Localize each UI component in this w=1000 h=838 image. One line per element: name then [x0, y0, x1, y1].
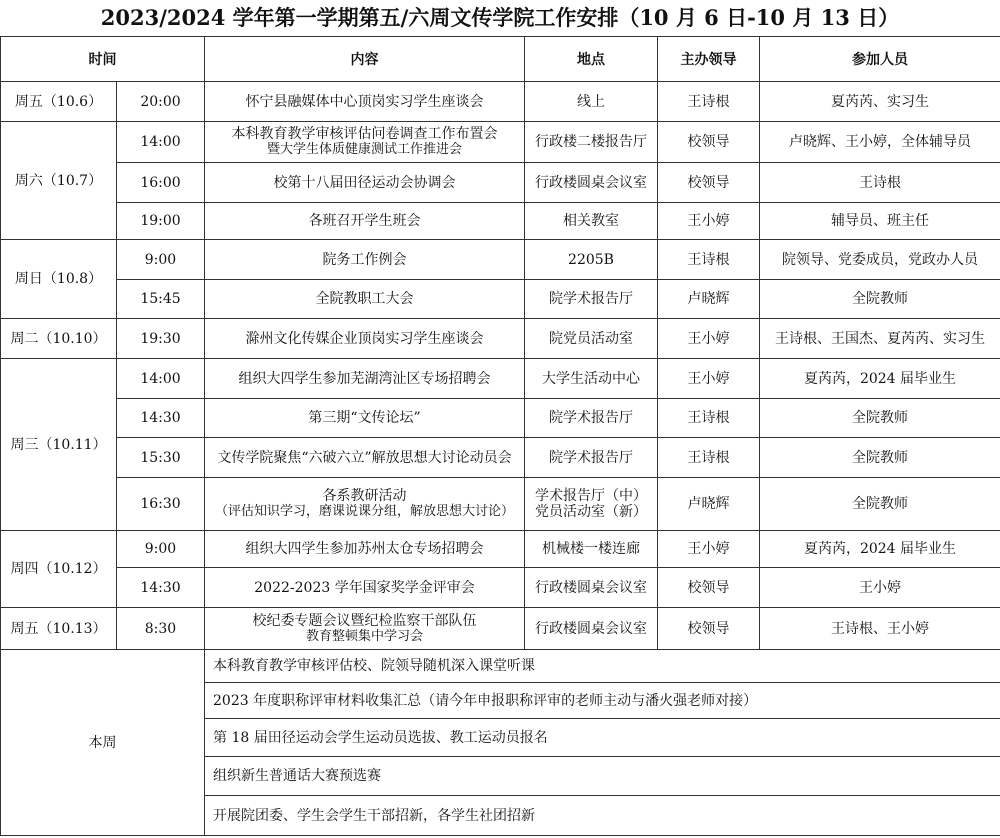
place-cell: 大学生活动中心	[525, 359, 658, 399]
participants-cell: 卢晓辉、王小婷，全体辅导员	[760, 122, 1000, 163]
time-cell: 14:00	[117, 122, 205, 163]
place-cell	[525, 478, 658, 531]
participants-cell: 全院教师	[760, 478, 1000, 531]
day-label-cell: 周四（10.12）	[1, 531, 117, 608]
table-row	[1, 280, 1000, 319]
leader-cell: 王诗根	[658, 82, 760, 122]
table-row	[1, 319, 1000, 359]
time-cell: 14:00	[117, 359, 205, 399]
place-cell: 相关教室	[525, 203, 658, 240]
participants-cell: 王小婷	[760, 568, 1000, 608]
participants-cell: 王诗根、王小婷	[760, 608, 1000, 650]
table-row	[1, 399, 1000, 438]
leader-cell: 校领导	[658, 163, 760, 203]
time-cell: 16:00	[117, 163, 205, 203]
leader-cell: 校领导	[658, 608, 760, 650]
participants-cell: 夏芮芮，2024 届毕业生	[760, 359, 1000, 399]
content-cell: 校第十八届田径运动会协调会	[205, 163, 525, 203]
place-cell: 行政楼圆桌会议室	[525, 163, 658, 203]
participants-cell: 全院教师	[760, 280, 1000, 319]
leader-cell: 王小婷	[658, 319, 760, 359]
this-week-row	[1, 650, 1000, 683]
place-cell: 2205B	[525, 240, 658, 280]
place-cell: 院党员活动室	[525, 319, 658, 359]
participants-cell: 院领导、党委成员，党政办人员	[760, 240, 1000, 280]
table-row	[1, 359, 1000, 399]
leader-cell: 卢晓辉	[658, 478, 760, 531]
table-row	[1, 478, 1000, 531]
leader-cell: 校领导	[658, 122, 760, 163]
content-cell: 组织大四学生参加苏州太仓专场招聘会	[205, 531, 525, 568]
header-place: 地点	[525, 37, 658, 82]
time-cell: 8:30	[117, 608, 205, 650]
content-line: 校纪委专题会议暨纪检监察干部队伍	[252, 612, 477, 629]
day-label-cell: 周六（10.7）	[1, 122, 117, 240]
table-row	[1, 568, 1000, 608]
day-label-cell: 周五（10.13）	[1, 608, 117, 650]
place-cell: 线上	[525, 82, 658, 122]
time-cell: 19:00	[117, 203, 205, 240]
this-week-label-cell: 本周	[1, 650, 205, 836]
content-cell: 2022-2023 学年国家奖学金评审会	[205, 568, 525, 608]
table-row	[1, 531, 1000, 568]
leader-cell: 校领导	[658, 568, 760, 608]
table-row	[1, 122, 1000, 163]
participants-cell: 夏芮芮，2024 届毕业生	[760, 531, 1000, 568]
participants-cell: 全院教师	[760, 399, 1000, 438]
content-cell: 怀宁县融媒体中心顶岗实习学生座谈会	[205, 82, 525, 122]
leader-cell: 王诗根	[658, 438, 760, 478]
place-cell: 院学术报告厅	[525, 399, 658, 438]
time-cell: 20:00	[117, 82, 205, 122]
time-cell: 19:30	[117, 319, 205, 359]
content-cell: 各班召开学生班会	[205, 203, 525, 240]
header-content: 内容	[205, 37, 525, 82]
content-cell: 组织大四学生参加芜湖湾沚区专场招聘会	[205, 359, 525, 399]
leader-cell: 卢晓辉	[658, 280, 760, 319]
page-title: 2023/2024 学年第一学期第五/六周文传学院工作安排（10 月 6 日-10 月 13 日）	[100, 5, 900, 30]
table-row	[1, 240, 1000, 280]
table-row	[1, 203, 1000, 240]
leader-cell: 王小婷	[658, 203, 760, 240]
time-cell: 15:45	[117, 280, 205, 319]
leader-cell: 王诗根	[658, 399, 760, 438]
content-line: 本科教育教学审核评估问卷调查工作布置会	[231, 126, 498, 142]
place-cell: 院学术报告厅	[525, 438, 658, 478]
day-label-cell: 周三（10.11）	[1, 359, 117, 531]
leader-cell: 王诗根	[658, 240, 760, 280]
this-week-item-cell: 2023 年度职称评审材料收集汇总（请今年申报职称评审的老师主动与潘火强老师对接）	[205, 683, 1000, 719]
this-week-item-cell: 开展院团委、学生会学生干部招新，各学生社团招新	[205, 796, 1000, 836]
time-cell: 9:00	[117, 531, 205, 568]
this-week-item-cell: 第 18 届田径运动会学生运动员选拔、教工运动员报名	[205, 719, 1000, 757]
content-cell: 第三期“文传论坛”	[205, 399, 525, 438]
time-cell: 14:30	[117, 399, 205, 438]
content-cell: 全院教职工大会	[205, 280, 525, 319]
leader-cell: 王小婷	[658, 359, 760, 399]
participants-cell: 王诗根、王国杰、夏芮芮、实习生	[760, 319, 1000, 359]
content-line: 暨大学生体质健康测试工作推进会	[266, 142, 462, 157]
place-cell: 行政楼圆桌会议室	[525, 608, 658, 650]
day-label-cell: 周二（10.10）	[1, 319, 117, 359]
time-cell: 14:30	[117, 568, 205, 608]
participants-cell: 王诗根	[760, 163, 1000, 203]
table-row	[1, 608, 1000, 650]
this-week-item-cell: 组织新生普通话大赛预选赛	[205, 757, 1000, 796]
content-line: 教育整顿集中学习会	[305, 628, 423, 644]
participants-cell: 夏芮芮、实习生	[760, 82, 1000, 122]
place-cell: 行政楼二楼报告厅	[525, 122, 658, 163]
leader-cell: 王小婷	[658, 531, 760, 568]
header-participants: 参加人员	[760, 37, 1000, 82]
day-label-cell: 周五（10.6）	[1, 82, 117, 122]
content-cell	[205, 122, 525, 163]
place-cell: 行政楼圆桌会议室	[525, 568, 658, 608]
content-line: （评估知识学习，磨课说课分组，解放思想大讨论）	[214, 504, 514, 519]
content-cell: 滁州文化传媒企业顶岗实习学生座谈会	[205, 319, 525, 359]
table-row	[1, 82, 1000, 122]
place-cell: 院学术报告厅	[525, 280, 658, 319]
participants-cell: 辅导员、班主任	[760, 203, 1000, 240]
schedule-body	[1, 82, 1000, 836]
place-line: 党员活动室（新）	[535, 504, 647, 520]
content-cell: 院务工作例会	[205, 240, 525, 280]
time-cell: 9:00	[117, 240, 205, 280]
place-line: 学术报告厅（中）	[535, 488, 647, 504]
header-time: 时间	[1, 37, 205, 82]
content-cell: 文传学院聚焦“六破六立”解放思想大讨论动员会	[205, 438, 525, 478]
content-line: 各系教研活动	[322, 488, 407, 504]
table-row	[1, 163, 1000, 203]
this-week-item-cell: 本科教育教学审核评估校、院领导随机深入课堂听课	[205, 650, 1000, 683]
content-cell	[205, 478, 525, 531]
time-cell: 16:30	[117, 478, 205, 531]
header-row	[1, 37, 1000, 82]
place-cell: 机械楼一楼连廊	[525, 531, 658, 568]
header-leader: 主办领导	[658, 37, 760, 82]
content-cell	[205, 608, 525, 650]
participants-cell: 全院教师	[760, 438, 1000, 478]
table-row	[1, 438, 1000, 478]
day-label-cell: 周日（10.8）	[1, 240, 117, 319]
schedule-table	[0, 36, 1000, 836]
time-cell: 15:30	[117, 438, 205, 478]
